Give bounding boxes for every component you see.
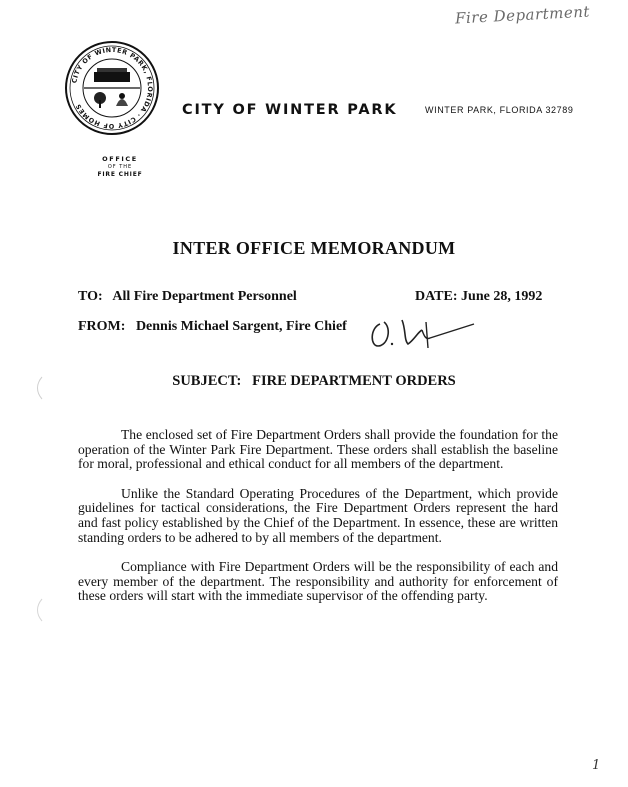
city-name: CITY OF WINTER PARK bbox=[182, 102, 398, 118]
memo-body bbox=[78, 428, 558, 619]
to-value: All Fire Department Personnel bbox=[112, 289, 297, 304]
signature bbox=[366, 310, 476, 352]
office-line-2: OF THE bbox=[107, 164, 133, 170]
subject-value: FIRE DEPARTMENT ORDERS bbox=[252, 373, 456, 389]
date-value: June 28, 1992 bbox=[461, 289, 543, 304]
office-line-1: OFFICE bbox=[102, 155, 138, 163]
city-seal-logo bbox=[64, 40, 160, 136]
date-label: DATE: bbox=[415, 289, 458, 304]
office-of-fire-chief bbox=[80, 155, 160, 179]
from-label: FROM: bbox=[78, 319, 126, 334]
svg-text:CITY OF WINTER PARK, FLORIDA ·: CITY OF WINTER PARK, FLORIDA · CITY OF HOMES bbox=[70, 45, 155, 131]
city-address: WINTER PARK, FLORIDA 32789 bbox=[425, 105, 574, 115]
margin-mark bbox=[34, 376, 44, 400]
page-number: 1 bbox=[592, 758, 601, 773]
memo-title: INTER OFFICE MEMORANDUM bbox=[172, 238, 456, 258]
paragraph: Compliance with Fire Department Orders will be the responsibility of each and every member of the department. The responsibility and authority for enforcement of these orders will start with the immediate supervisor of the offending party. bbox=[78, 559, 558, 604]
to-label: TO: bbox=[78, 289, 103, 304]
handwritten-note: Fire Department bbox=[454, 2, 591, 28]
margin-mark bbox=[34, 598, 44, 622]
date-line bbox=[415, 289, 542, 305]
subject-line bbox=[0, 373, 628, 390]
paragraph: Unlike the Standard Operating Procedures of the Department, which provide guidelines for tactical considerations, the Fire Department Orders represent the hard and fast policy established by the Chief of the Department. In essence, these are written standing orders to be adhered to by all members of the department. bbox=[78, 485, 558, 545]
to-line bbox=[78, 289, 297, 305]
from-value: Dennis Michael Sargent, Fire Chief bbox=[135, 319, 347, 334]
office-line-3: FIRE CHIEF bbox=[97, 171, 143, 178]
paragraph: The enclosed set of Fire Department Orders shall provide the foundation for the operation of the Winter Park Fire Department. These orders shall establish the baseline for moral, professional and ethical conduct for all members of the department. bbox=[78, 427, 558, 472]
from-line bbox=[78, 319, 347, 335]
subject-label: SUBJECT: bbox=[172, 373, 242, 389]
